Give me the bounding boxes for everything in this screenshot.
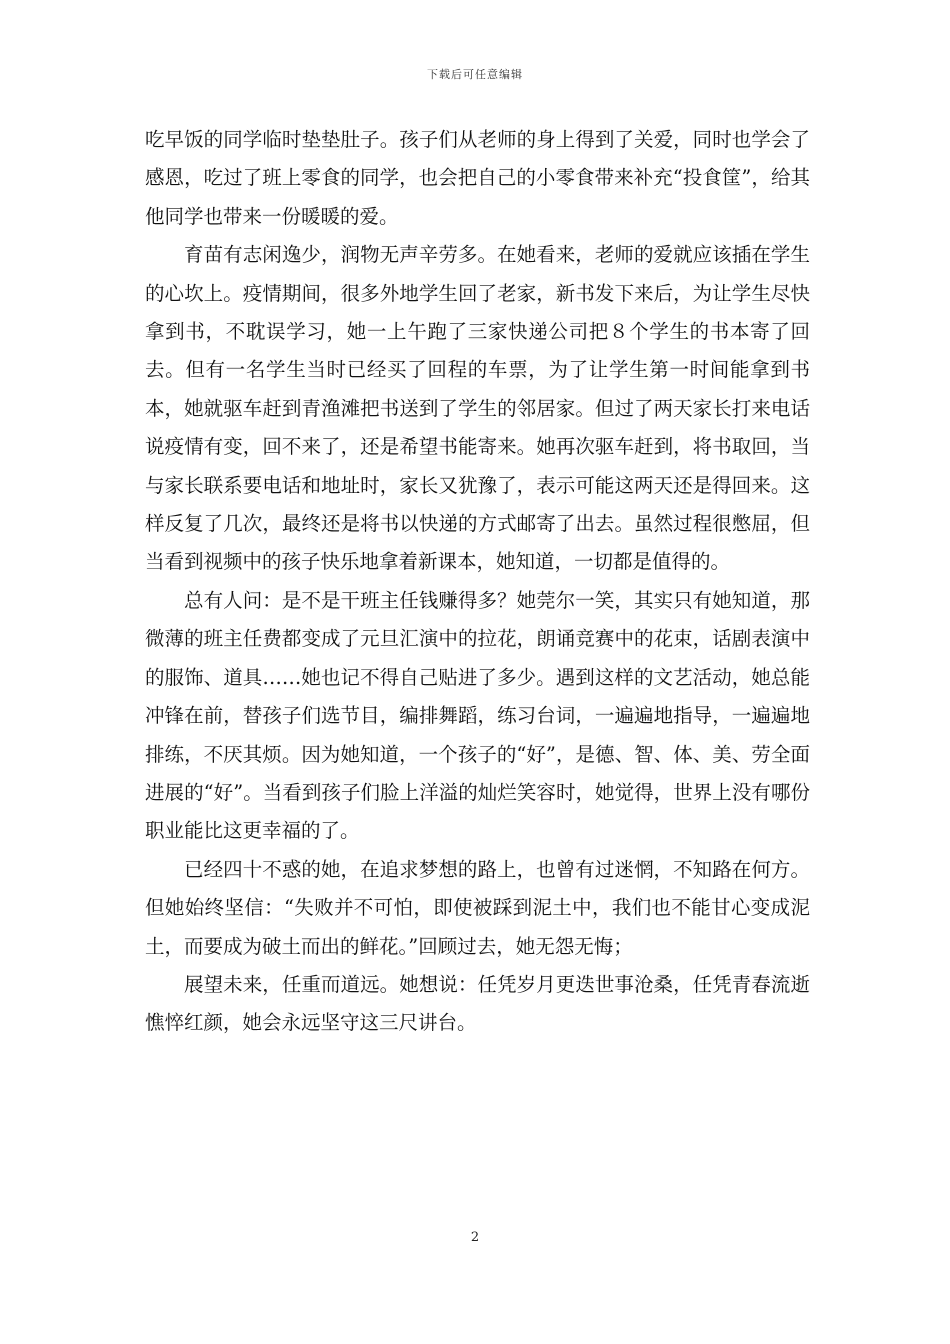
paragraph-continuation: 吃早饭的同学临时垫垫肚子。孩子们从老师的身上得到了关爱，同时也学会了感恩，吃过了班上零食的同学，也会把自己的小零食带来补充“投食筐”，给其他同学也带来一份暖暖的爱。 — [145, 128, 810, 228]
paragraph-book-delivery: 育苗有志闲逸少，润物无声辛劳多。在她看来，老师的爱就应该插在学生的心坎上。疫情期间，很多外地学生回了老家，新书发下来后，为让学生尽快拿到书，不耽误学习，她一上午跑了三家快递公司把８个学生的书本寄了回去。但有一名学生当时已经买了回程的车票，为了让学生第一时间能拿到书本，她就驱车赶到青渔滩把书送到了学生的邻居家。但过了两天家长打来电话说疫情有变，回不来了，还是希望书能寄来。她再次驱车赶到，将书取回，当与家长联系要电话和地址时，家长又犹豫了，表示可能这两天还是得回来。这样反复了几次，最终还是将书以快递的方式邮寄了出去。虽然过程很憋屈，但当看到视频中的孩子快乐地拿着新课本，她知道，一切都是值得的。 — [145, 243, 810, 574]
paragraph-class-funds: 总有人问：是不是干班主任钱赚得多？她莞尔一笑，其实只有她知道，那微薄的班主任费都变成了元旦汇演中的拉花，朗诵竞赛中的花束，话剧表演中的服饰、道具……她也记不得自己贴进了多少。遇到这样的文艺活动，她总能冲锋在前，替孩子们选节目，编排舞蹈，练习台词，一遍遍地指导，一遍遍地排练，不厌其烦。因为她知道，一个孩子的“好”，是德、智、体、美、劳全面进展的“好”。当看到孩子们脸上洋溢的灿烂笑容时，她觉得，世界上没有哪份职业能比这更幸福的了。 — [145, 588, 810, 843]
paragraph-future: 展望未来，任重而道远。她想说：任凭岁月更迭世事沧桑，任凭青春流逝憔悴红颜，她会永远坚守这三尺讲台。 — [145, 972, 810, 1035]
paragraph-dream: 已经四十不惑的她，在追求梦想的路上，也曾有过迷惘，不知路在何方。但她始终坚信：“失败并不可怕，即使被踩到泥土中，我们也不能甘心变成泥土，而要成为破土而出的鲜花。”回顾过去，她无怨无悔； — [145, 857, 810, 958]
page-header: 下载后可任意编辑 — [427, 68, 523, 81]
page-number: 2 — [470, 1230, 480, 1245]
document-body — [145, 121, 810, 1043]
